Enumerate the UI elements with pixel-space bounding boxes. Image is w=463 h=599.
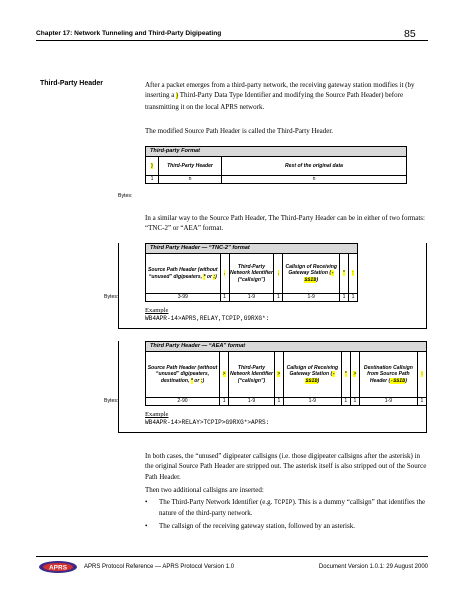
table-cell bbox=[341, 352, 350, 398]
bytes-cell: 1 bbox=[341, 398, 350, 406]
text-run: ). This is a dummy “callsign” that identifies the nature of the third-party network. bbox=[159, 498, 426, 517]
aea-example bbox=[145, 411, 269, 427]
table-cell: Third-Party Network Identifier (“callsign”) bbox=[229, 254, 274, 294]
colon-symbol: : bbox=[213, 273, 216, 280]
ssid-code: -SSID bbox=[305, 371, 336, 384]
table-cell bbox=[350, 352, 359, 398]
text-run: or bbox=[205, 273, 214, 280]
bullet-item bbox=[145, 497, 427, 519]
table-cell bbox=[220, 254, 229, 294]
page-number: 85 bbox=[404, 28, 416, 40]
text-run: Source Path Header (without “unused” digipeaters, bbox=[147, 267, 218, 280]
bytes-cell: 1 bbox=[350, 398, 359, 406]
footer-title: APRS Protocol Reference — APRS Protocol Version 1.0 bbox=[84, 564, 235, 570]
bullet-item bbox=[145, 521, 427, 533]
tnc2-format-table bbox=[118, 243, 358, 302]
ssid-code: -SSID bbox=[304, 270, 335, 283]
text-run: The Third-Party Network Identifier (e.g. bbox=[159, 498, 275, 506]
bytes-cell: 3-99 bbox=[146, 294, 221, 302]
bytes-cell: 1-9 bbox=[283, 398, 341, 406]
footer-version: Document Version 1.0.1: 29 August 2000 bbox=[318, 564, 428, 570]
bullet-icon: • bbox=[145, 498, 148, 506]
paragraph-modified-header: The modified Source Path Header is called the Third-Party Header. bbox=[145, 127, 334, 135]
text-run: Third-Party Data Type Identifier and modifying the Source Path Header) before transmitting it on the local APRS network. bbox=[145, 91, 404, 111]
text-run: ) bbox=[202, 377, 205, 384]
asterisk-symbol: * bbox=[344, 371, 347, 378]
table-cell: Third-Party Network Identifier (“callsign”) bbox=[229, 352, 275, 398]
bytes-cell: 1-9 bbox=[283, 294, 340, 302]
gt-symbol: > bbox=[222, 371, 226, 378]
comma-symbol: , bbox=[223, 270, 226, 277]
comma-symbol: , bbox=[277, 270, 280, 277]
bytes-cell: 1 bbox=[417, 398, 426, 406]
inserted-paragraph: Then two additional callsigns are inserted: bbox=[145, 486, 264, 494]
example-label: Example bbox=[145, 307, 169, 314]
example-code: WB4APR-14>APRS,RELAY,TCPIP,G9RXG*: bbox=[145, 315, 270, 322]
aprs-logo bbox=[38, 560, 78, 579]
formats-paragraph: In a similar way to the Source Path Header, The Third-Party Header can be in either of two formats: “TNC-2” or “AEA” format. bbox=[145, 214, 425, 233]
brace-symbol: } bbox=[176, 93, 179, 100]
bytes-cell: 1 bbox=[146, 176, 159, 184]
table-cell bbox=[274, 352, 283, 398]
section-heading: Third-Party Header bbox=[40, 80, 104, 87]
text-run: or bbox=[192, 377, 201, 384]
bytes-label: Bytes: bbox=[118, 193, 133, 199]
table-cell bbox=[146, 254, 221, 294]
table-cell: Third-Party Header bbox=[159, 157, 222, 176]
bytes-cell: 1 bbox=[274, 294, 283, 302]
bytes-label: Bytes: bbox=[104, 294, 119, 300]
bytes-label: Bytes: bbox=[104, 398, 119, 404]
bytes-cell: 2-90 bbox=[146, 398, 220, 406]
bytes-cell: 1-9 bbox=[360, 398, 418, 406]
asterisk-symbol: * bbox=[190, 377, 193, 384]
table-cell bbox=[146, 157, 159, 176]
text-run: Source Path Header (without “unused” digipeaters, destination, bbox=[147, 365, 218, 384]
example-label: Example bbox=[145, 411, 169, 418]
text-run: After a packet emerges from a third-party network, the receiving gateway station modifies it (by inserting a bbox=[145, 81, 415, 100]
table-cell bbox=[146, 352, 220, 398]
table-cell bbox=[360, 352, 418, 398]
stripping-paragraph: In both cases, the “unused” digipeater callsigns (i.e. those digipeater callsigns after the asterisk) in the original Source Path Header are stripped out. The asterisk itself is also stripped out of the Source Path Header. bbox=[145, 452, 427, 481]
bullet-text bbox=[159, 497, 427, 518]
bullet-text: The callsign of the receiving gateway station, followed by an asterisk. bbox=[159, 522, 355, 530]
bytes-cell: 1 bbox=[220, 294, 229, 302]
aea-format-table bbox=[118, 341, 427, 406]
text-run: Destination Callsign from Source Path Header ( bbox=[363, 365, 413, 384]
text-run: ) bbox=[215, 273, 217, 280]
table-cell bbox=[417, 352, 426, 398]
text-run: ) bbox=[405, 377, 407, 384]
table-title: Third Party Header — “AEA” format bbox=[146, 342, 427, 352]
bytes-cell: 1-9 bbox=[229, 398, 275, 406]
ssid-code: -SSID bbox=[390, 377, 406, 384]
gt-symbol: > bbox=[353, 371, 357, 378]
text-run: ) bbox=[316, 276, 319, 283]
asterisk-symbol: * bbox=[203, 273, 206, 280]
bytes-cell: n bbox=[222, 176, 407, 184]
table-cell bbox=[274, 254, 283, 294]
table-title: Third-party Format bbox=[146, 147, 407, 157]
gt-symbol: > bbox=[277, 371, 281, 378]
table-cell bbox=[340, 254, 349, 294]
table-cell bbox=[283, 254, 340, 294]
footer-rule bbox=[36, 556, 428, 557]
text-run: Callsign of Receiving Gateway Station ( bbox=[285, 264, 337, 277]
table-cell bbox=[220, 352, 229, 398]
bytes-cell: 1 bbox=[220, 398, 229, 406]
bytes-cell: 1 bbox=[340, 294, 349, 302]
text-run: Callsign of Receiving Gateway Station ( bbox=[286, 365, 339, 378]
tnc2-example bbox=[145, 307, 269, 323]
text-run: ) bbox=[317, 377, 320, 384]
colon-symbol: : bbox=[421, 371, 423, 378]
table-cell: Rest of the original data bbox=[222, 157, 407, 176]
example-code: WB4APR-14>RELAY>TCPIP>G9RXG*>APRS: bbox=[145, 419, 270, 426]
bytes-cell: 1 bbox=[349, 294, 358, 302]
running-header: Chapter 17: Network Tunneling and Third-Party Digipeating bbox=[36, 30, 222, 37]
table-cell bbox=[283, 352, 341, 398]
brace-symbol: } bbox=[151, 162, 153, 169]
table-title: Third Party Header — “TNC-2” format bbox=[146, 244, 358, 254]
asterisk-symbol: * bbox=[343, 270, 346, 277]
logo-text: APRS bbox=[48, 564, 68, 572]
intro-paragraph bbox=[145, 80, 427, 112]
table-cell bbox=[349, 254, 358, 294]
bytes-cell: 1-9 bbox=[229, 294, 274, 302]
header-rule bbox=[36, 40, 428, 41]
bytes-cell: 1 bbox=[274, 398, 283, 406]
third-party-format-table bbox=[145, 146, 407, 184]
bullet-icon: • bbox=[145, 522, 148, 530]
bytes-cell: n bbox=[159, 176, 222, 184]
colon-symbol: : bbox=[200, 377, 203, 384]
colon-symbol: : bbox=[352, 270, 354, 277]
network-id-code: TCPIP bbox=[274, 499, 293, 506]
